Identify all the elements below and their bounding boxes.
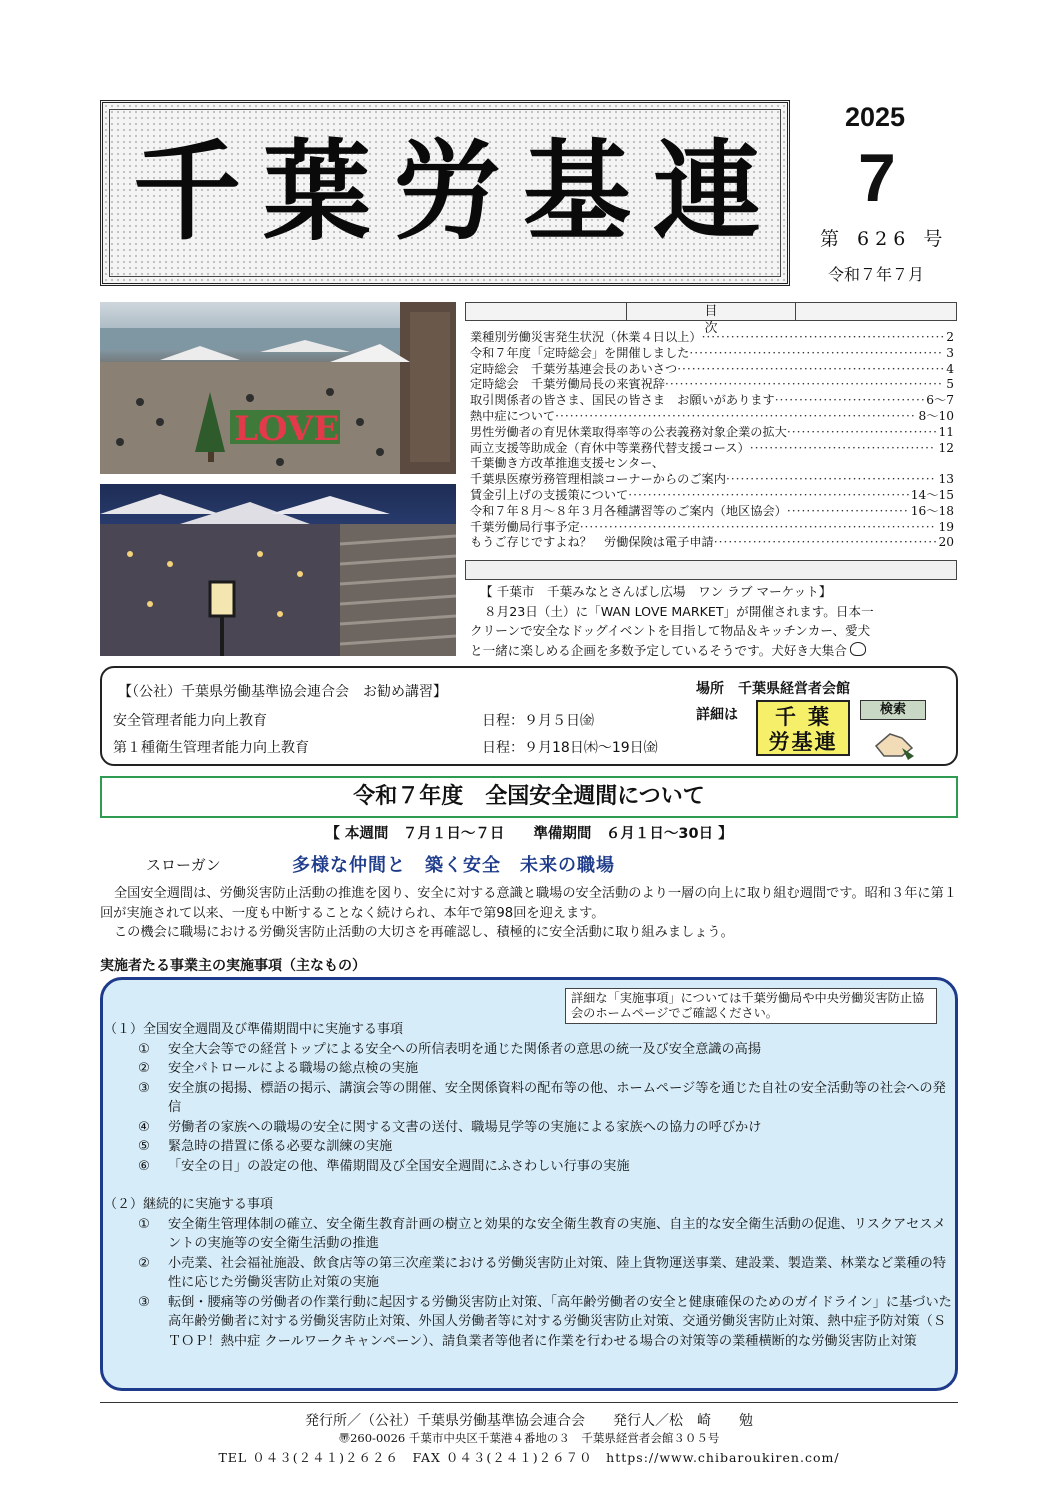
address-line: 〠260-0026 千葉市中央区千葉港４番地の３ 千葉県経営者会館３０５号 (338, 1431, 720, 1445)
click-hand-icon (872, 726, 916, 760)
footer-divider (100, 1402, 958, 1403)
list-item: ③ 転倒・腰痛等の労働者の作業行動に起因する労働災害防止対策、「高年齢労働者の安全と健康確保のためのガイドライン」に基づいた高年齢労働者に対する労働災害防止対策、外国人労働者等に対する労働災害防止対策、交通労働災害防止対策、熱中症予防対策（ＳＴＯＰ！熱中症 クールワークキャンペーン）、請負業者等他者に作業を行わせる場合の対策等の業種横断的な労働災害防止対策 (138, 1294, 952, 1349)
issue-month: 7 (858, 140, 896, 216)
table-of-contents (470, 330, 954, 551)
night-market-photo (100, 484, 456, 656)
implementation-list (104, 1020, 954, 1351)
masthead-title: 千葉労基連 (133, 129, 784, 255)
list-item: ② 安全パトロールによる職場の総点検の実施 (138, 1061, 419, 1076)
toc-heading: 目 次 (626, 303, 796, 320)
search-button[interactable]: 検索 (860, 700, 926, 720)
love-sign: LOVE (234, 409, 340, 449)
publisher-line: 発行所／（公社）千葉県労働基準協会連合会 発行人／松 崎 勉 (305, 1413, 753, 1429)
seminar-date-2: 日程：９月18日㈭～19日㈮ (482, 740, 658, 756)
issue-number: 第 626 号 (820, 228, 949, 250)
toc-item[interactable]: 千葉働き方改革推進支援センター、 (470, 456, 665, 471)
toc-item[interactable]: 千葉労働局行事予定 ····· 19 (470, 520, 954, 536)
toc-item[interactable]: 千葉県医療労務管理相談コーナーからのご案内 ····· 13 (470, 472, 954, 488)
list-item: ⑥ 「安全の日」の設定の他、準備期間及び全国安全週間にふさわしい行事の実施 (138, 1158, 630, 1174)
toc-item[interactable]: 男性労働者の育児休業取得率等の公表義務対象企業の拡大 ····· 11 (470, 425, 954, 441)
slogan-text: 多様な仲間と 築く安全 未来の職場 (292, 855, 615, 876)
seminar-course-2: 第１種衛生管理者能力向上教育 (113, 740, 309, 756)
night-market-photo-drawing (100, 484, 456, 656)
event-divider (465, 560, 957, 580)
article-title: 令和７年度 全国安全週間について (100, 776, 958, 818)
seminar-date-1: 日程：９月５日㈮ (482, 713, 594, 729)
seminar-heading: 【（公社）千葉県労働基準協会連合会 お勧め講習】 (118, 684, 447, 700)
toc-item[interactable]: 熱中症について ····· 8～10 (470, 409, 954, 425)
list-item: ⑤ 緊急時の措置に係る必要な訓練の実施 (138, 1139, 393, 1154)
seminar-venue: 場所 千葉県経営者会館 (696, 681, 850, 697)
list-item: ② 小売業、社会福祉施設、飲食店等の第三次産業における労働災害防止対策、陸上貨物運送事業、建設業、製造業、林業など業種の特性に応じた労働災害防止対策の実施 (138, 1255, 947, 1290)
toc-item[interactable]: 取引関係者の皆さま、国民の皆さま お願いがあります ····· 6～7 (470, 393, 954, 409)
market-photo-drawing (100, 302, 456, 474)
issue-date: 令和７年７月 (828, 265, 925, 284)
toc-item[interactable]: 業種別労働災害発生状況（休業４日以上） ····· 2 (470, 330, 954, 346)
seminar-details-label: 詳細は (696, 707, 738, 723)
list-section-heading: （２）継続的に実施する事項 (104, 1197, 274, 1212)
event-notice (470, 582, 958, 660)
toc-item[interactable]: 令和７年８月～８年３月各種講習等のご案内（地区協会） ····· 16～18 (470, 504, 954, 520)
list-item: ① 安全衛生管理体制の確立、安全衛生教育計画の樹立と効果的な安全衛生教育の実施、自主的な安全衛生活動の促進、リスクアセスメントの実施等の安全衛生活動の推進 (138, 1216, 946, 1251)
event-line: ８月23日（土）に「WAN LOVE MARKET」が開催されます。日本一 (484, 603, 874, 619)
details-note: 詳細な「実施事項」については千葉労働局や中央労働災害防止協会のホームページでご確認ください。 (565, 988, 937, 1024)
toc-item[interactable]: もうご存じですよね？ 労働保険は電子申請 ····· 20 (470, 535, 954, 551)
section-heading: 実施者たる事業主の実施事項（主なもの） (100, 958, 366, 974)
toc-item[interactable]: 定時総会 千葉労基連会長のあいさつ ····· 4 (470, 362, 954, 378)
market-photo (100, 302, 456, 474)
toc-header (465, 302, 957, 336)
slogan-label: スローガン (146, 856, 221, 874)
toc-item[interactable]: 両立支援等助成金（育休中等業務代替支援コース） ····· 12 (470, 441, 954, 457)
list-section-heading: （１）全国安全週間及び準備期間中に実施する事項 (104, 1022, 404, 1037)
list-item: ① 安全大会等での経営トップによる安全への所信表明を通じた関係者の意思の統一及び安全意識の高揚 (138, 1041, 762, 1057)
chiba-roukiren-logo[interactable]: 千葉 労基連 (756, 700, 850, 756)
masthead-logo (100, 100, 790, 286)
seminar-course-1: 安全管理者能力向上教育 (113, 713, 267, 729)
contact-line[interactable]: TEL ０４３(２４１)２６２６ FAX ０４３(２４１)２６７０ https://www.chibaroukiren.com/ (218, 1450, 840, 1465)
event-heading: 【 千葉市 千葉みなとさんばし広場 ワン ラブ マーケット】 (480, 584, 832, 599)
list-item: ④ 労働者の家族への職場の安全に関する文書の送付、職場見学等の実施による家族への協力の呼びかけ (138, 1119, 762, 1135)
toc-item[interactable]: 賃金引上げの支援策について ····· 14～15 (470, 488, 954, 504)
toc-item[interactable]: 定時総会 千葉労働局長の来賓祝辞 ····· 5 (470, 377, 954, 393)
event-line: と一緒に楽しめる企画を多数予定しているそうです。犬好き大集合 (470, 641, 958, 661)
toc-item[interactable]: 令和７年度「定時総会」を開催しました ····· 3 (470, 346, 954, 362)
dog-icon (850, 642, 866, 656)
event-line: クリーンで安全なドッグイベントを目指して物品＆キッチンカー、愛犬 (470, 623, 871, 638)
list-item: ③ 安全旗の掲揚、標語の掲示、講演会等の開催、安全関係資料の配布等の他、ホームページ等を通じた自社の安全活動等の社会への発信 (138, 1080, 946, 1115)
article-body (100, 884, 960, 943)
paragraph: 全国安全週間は、労働災害防止活動の推進を図り、安全に対する意識と職場の安全活動のより一層の向上に取り組む週間です。昭和３年に第１回が実施されて以来、一度も中断することなく続けられ、本年で第98回を迎えます。 (100, 886, 957, 921)
issue-year: 2025 (845, 102, 906, 132)
paragraph: この機会に職場における労働災害防止活動の大切さを再確認し、積極的に安全活動に取り組みましょう。 (114, 925, 734, 940)
week-period: 【 本週間 ７月１日～７日 準備期間 ６月１日～30日 】 (325, 826, 733, 842)
